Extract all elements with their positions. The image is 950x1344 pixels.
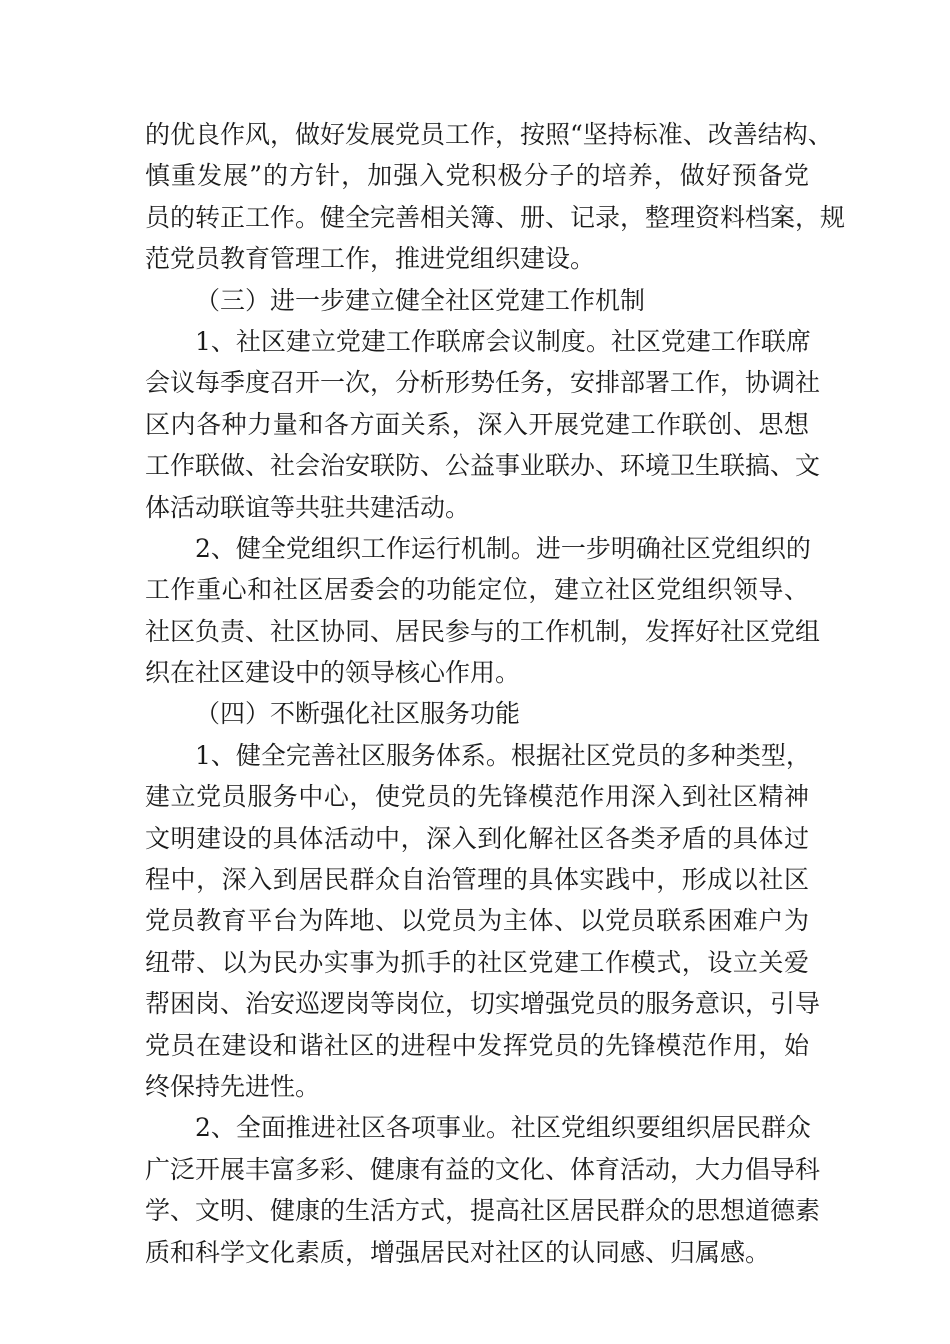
text-line: 建立党员服务中心，使党员的先锋模范作用深入到社区精神 <box>145 782 809 812</box>
text-line: 员的转正工作。健全完善相关簿、册、记录，整理资料档案，规 <box>145 202 846 232</box>
text-line: 社区负责、社区协同、居民参与的工作机制，发挥好社区党组 <box>145 616 821 646</box>
text-line: 慎重发展”的方针，加强入党积极分子的培养，做好预备党 <box>145 161 809 191</box>
text-line: 织在社区建设中的领导核心作用。 <box>145 658 521 688</box>
section-heading-3: （三）进一步建立健全社区党建工作机制 <box>195 285 646 315</box>
text-line: 纽带、以为民办实事为抓手的社区党建工作模式，设立关爱 <box>145 947 809 977</box>
text-line: 工作重心和社区居委会的功能定位，建立社区党组织领导、 <box>145 575 809 605</box>
text-line: 党员教育平台为阵地、以党员为主体、以党员联系困难户为 <box>145 906 809 936</box>
text-line: 党员在建设和谐社区的进程中发挥党员的先锋模范作用，始 <box>145 1030 809 1060</box>
document-body <box>145 114 846 1273</box>
text-line: 质和科学文化素质，增强居民对社区的认同感、归属感。 <box>145 1237 771 1267</box>
text-line: 程中，深入到居民群众自治管理的具体实践中，形成以社区 <box>145 865 809 895</box>
text-line: 范党员教育管理工作，推进党组织建设。 <box>145 244 596 274</box>
text-line: 会议每季度召开一次，分析形势任务，安排部署工作，协调社 <box>145 368 821 398</box>
text-line: 体活动联谊等共驻共建活动。 <box>145 492 471 522</box>
text-line: 终保持先进性。 <box>145 1071 321 1101</box>
text-line: 1、健全完善社区服务体系。根据社区党员的多种类型， <box>195 740 811 770</box>
text-line: 的优良作风，做好发展党员工作，按照“坚持标准、改善结构、 <box>145 120 833 149</box>
text-line: 广泛开展丰富多彩、健康有益的文化、体育活动，大力倡导科 <box>145 1154 821 1184</box>
text-line: 文明建设的具体活动中，深入到化解社区各类矛盾的具体过 <box>145 823 809 853</box>
text-line: 区内各种力量和各方面关系，深入开展党建工作联创、思想 <box>145 409 809 439</box>
text-line: 2、健全党组织工作运行机制。进一步明确社区党组织的 <box>195 533 811 563</box>
text-line: 工作联做、社会治安联防、公益事业联办、环境卫生联搞、文 <box>145 451 821 481</box>
section-heading-4: （四）不断强化社区服务功能 <box>195 699 521 729</box>
text-line: 学、文明、健康的生活方式，提高社区居民群众的思想道德素 <box>145 1196 821 1226</box>
text-line: 帮困岗、治安巡逻岗等岗位，切实增强党员的服务意识，引导 <box>145 989 821 1019</box>
text-line: 1、社区建立党建工作联席会议制度。社区党建工作联席 <box>195 326 811 356</box>
text-line: 2、全面推进社区各项事业。社区党组织要组织居民群众 <box>195 1113 811 1143</box>
